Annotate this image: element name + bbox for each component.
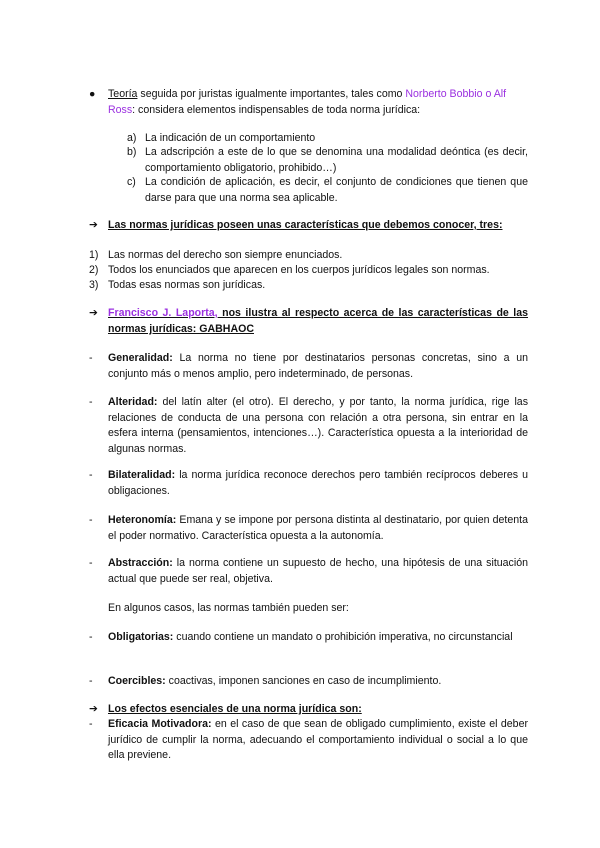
effect-text: en el caso de que sean de obligado cumplimiento, existe el deber jurídico de cumplir la norma, adecuando el comportamiento individual o social a lo que ella previene.: [108, 718, 528, 762]
feature-text: la norma jurídica reconoce derechos pero también recíprocos deberes u obligaciones.: [108, 469, 528, 497]
feature-item: [108, 630, 528, 646]
dash-marker: -: [89, 352, 93, 364]
list-item: Todas esas normas son jurídicas.: [108, 279, 266, 291]
dash-marker: -: [89, 631, 93, 643]
some-cases-text: En algunos casos, las normas también pueden ser:: [108, 602, 349, 614]
feature-text: La norma no tiene por destinatarios personas concretas, sino a un conjunto más o menos amplio, pero indeterminado, de personas.: [108, 352, 528, 380]
intro-paragraph: [108, 87, 528, 118]
intro-text-before: seguida por juristas igualmente importantes, tales como: [137, 88, 406, 100]
effect-term: Eficacia Motivadora:: [108, 718, 212, 730]
laporta-name: Francisco J. Laporta,: [108, 307, 218, 319]
arrow-icon: ➔: [89, 307, 98, 319]
feature-text: cuando contiene un mandato o prohibición imperativa, no circunstancial: [173, 631, 513, 643]
intro-text-after: : considera elementos indispensables de toda norma jurídica:: [132, 103, 421, 116]
dash-marker: -: [89, 557, 93, 569]
feature-term: Obligatorias:: [108, 631, 174, 643]
feature-item: [108, 468, 528, 499]
list-item: La indicación de un comportamiento: [145, 132, 316, 144]
list-label: c): [127, 176, 136, 188]
list-item: Todos los enunciados que aparecen en los cuerpos jurídicos legales son normas.: [108, 264, 490, 276]
arrow-icon: ➔: [89, 703, 98, 715]
list-item: La adscripción a este de lo que se denomina una modalidad deóntica (es decir, comportamiento obligatorio, prohibido…): [145, 146, 528, 174]
dash-marker: -: [89, 718, 93, 730]
feature-item: [108, 556, 528, 587]
effects-heading: Los efectos esenciales de una norma jurídica son:: [108, 703, 362, 715]
list-item: Las normas del derecho son siempre enunciados.: [108, 249, 343, 261]
laporta-heading: [108, 306, 528, 337]
feature-term: Coercibles:: [108, 675, 166, 687]
feature-item: [108, 395, 528, 457]
list-item: La condición de aplicación, es decir, el conjunto de condiciones que tienen que darse para que una norma sea aplicable.: [145, 176, 528, 204]
list-label: a): [127, 132, 137, 144]
theory-term: Teoría: [108, 88, 138, 100]
dash-marker: -: [89, 675, 93, 687]
feature-text: Emana y se impone por persona distinta al destinatario, por quien detenta el poder normativo. Característica opuesta a la autonomía.: [108, 514, 528, 542]
feature-term: Generalidad:: [108, 352, 173, 364]
feature-item: [108, 513, 528, 544]
effect-item: [108, 717, 528, 764]
feature-text: coactivas, imponen sanciones en caso de incumplimiento.: [165, 675, 442, 687]
feature-text: la norma contiene un supuesto de hecho, una hipótesis de una situación actual que puede ser real, objetiva.: [108, 557, 528, 585]
list-label: 1): [89, 249, 99, 261]
feature-item: [108, 351, 528, 382]
feature-text: del latín alter (el otro). El derecho, y por tanto, la norma jurídica, rige las relaciones de conducta de una persona con relación a otra persona, sin entrar en la esfera interna (pensamientos, intenciones…). Característica opuesta a la interioridad de algunas normas.: [108, 396, 528, 455]
dash-marker: -: [89, 396, 93, 408]
feature-term: Heteronomía:: [108, 514, 177, 526]
dash-marker: -: [89, 514, 93, 526]
list-label: 3): [89, 279, 99, 291]
arrow-icon: ➔: [89, 219, 98, 231]
characteristics-heading: Las normas jurídicas poseen unas características que debemos conocer, tres:: [108, 219, 503, 231]
feature-term: Abstracción:: [108, 557, 173, 569]
authors-names: Norberto Bobbio o Alf Ross: [108, 88, 507, 116]
feature-term: Bilateralidad:: [108, 469, 176, 481]
feature-term: Alteridad:: [108, 396, 158, 408]
laporta-text: nos ilustra al respecto acerca de las características de las normas jurídicas: GABHAOC: [108, 307, 529, 335]
feature-item: [108, 674, 528, 690]
list-label: 2): [89, 264, 99, 276]
bullet-icon: ●: [89, 88, 96, 100]
list-label: b): [127, 146, 137, 158]
dash-marker: -: [89, 469, 93, 481]
